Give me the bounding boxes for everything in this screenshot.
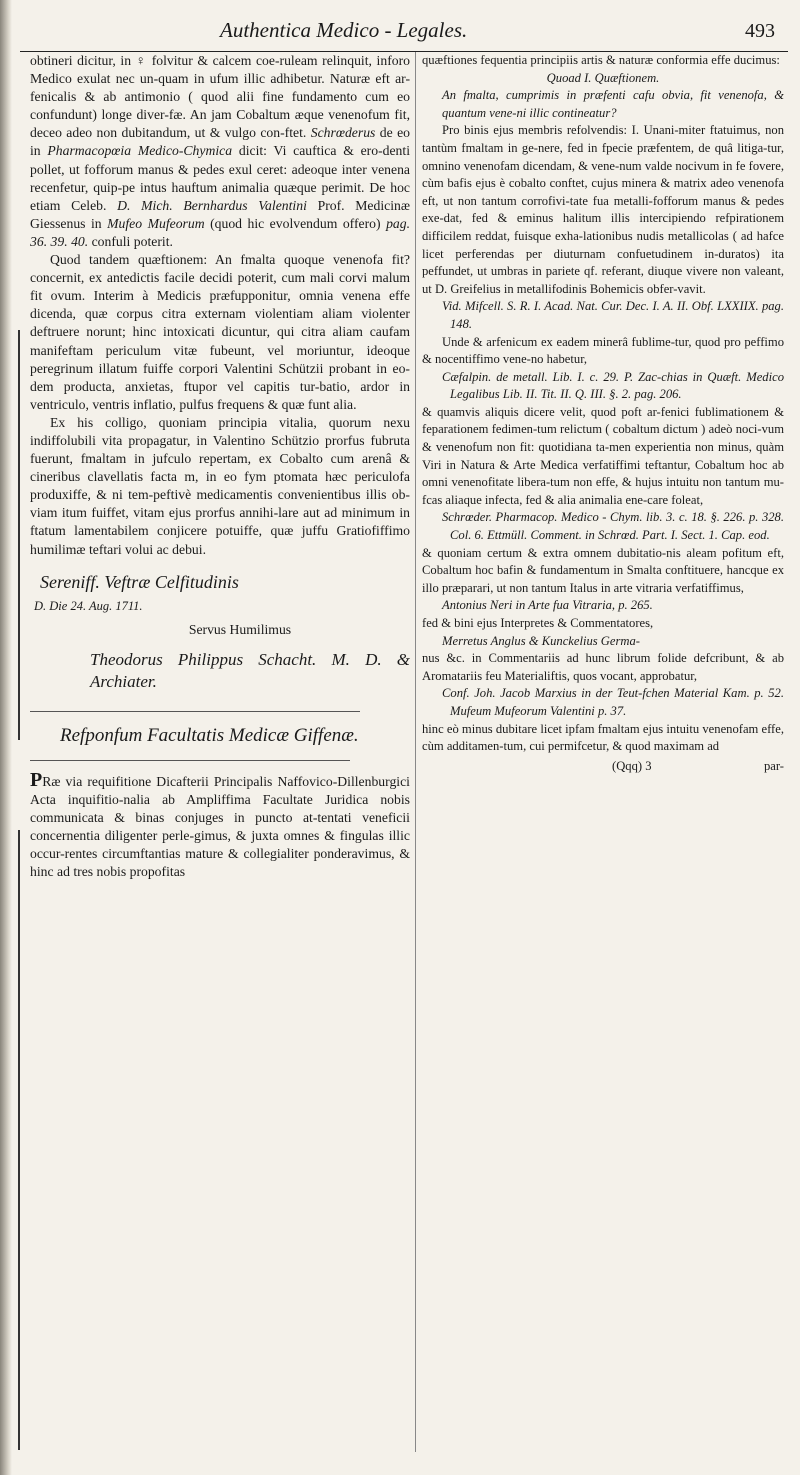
reference: Schrœder. Pharmacop. Medico - Chym. lib. 3. c. 18. §. 226. p. 328. Col. 6. Ettmüll. Comment. in Schrœd. Part. I. Sect. 1. Cap. eod. — [442, 510, 784, 543]
responsum-title: Refponfum Facultatis Medicæ Giffenæ. — [60, 724, 359, 746]
servus-line: Servus Humilimus — [188, 621, 292, 637]
right-column — [422, 52, 784, 775]
section-rule — [30, 760, 350, 761]
page-footer — [422, 758, 784, 776]
paragraph: nus &c. in Commentariis ad hunc librum folide defcribunt, & ab Aromatariis feu Materialiftis, quos vocant, approbatur, — [422, 651, 784, 683]
page-number: 493 — [745, 20, 775, 42]
left-column — [30, 52, 410, 881]
reference: Antonius Neri in Arte fua Vitraria, p. 265. — [442, 598, 653, 613]
paragraph: Quod tandem quæftionem: An fmalta quoque venenofa fit? concernit, ex antedictis facile decidi poterit, cum mali corvi malum fit ovum. Interim à Medicis præfupponitur, omnia venena effe dicenda, quæ corpus citra externam violentiam aliam violenter deftruere norunt; hinc intoxicati dicuntur, qui citra aliam caufam manifeftam periculum vitæ fubeunt, vel moriuntur, ideoque peregrinum illatum fuiffe corpori Valentini Schützii probant in eo-dem producta, anxietas, ftupor vel capitis tur-batio, ardor in ventriculo, ventris inflatio, pulfus frequens & quæ funt alia. — [30, 252, 410, 412]
page-gutter — [0, 0, 12, 1475]
reference: Conf. Joh. Jacob Marxius in der Teut-fchen Material Kam. p. 52. Mufeum Mufeorum Valentini p. 37. — [442, 686, 784, 718]
section-rule — [30, 711, 360, 712]
paragraph: & quamvis aliquis dicere velit, quod poft ar-fenici fublimationem & feparationem fedimen-tum relictum ( cobaltum dictum ) adeò noci-vum & venenofum non fit: quotidiana ta-men experientia non minus, quàm Viri in Natura & Arte Medica verfatiffimi teftantur, Cobaltum hoc ab omni venenofitate libera-tum non effe, & hujus intuitu non tantum mu-fcas aliaque infecta, fed & alia animalia ene-care foleat, — [422, 404, 784, 507]
catchword: par- — [763, 758, 784, 773]
paragraph: fed & bini ejus Interpretes & Commentatores, — [422, 616, 654, 630]
paragraph: Ex his colligo, quoniam principia vitalia, quorum nexu indiffolubili vita propagatur, in Valentino Schützio prorfus fubruta fuerunt, fmaltam in jufculo repertam, ex Cobalto cum arenâ & cineribus clavellatis facta m, in eo fym ptomata hæc periculofa produxiffe, & ni tem-peftivè medicamentis convenientibus illis ob-viam itum fuiffet, vitam ejus prorfus annihi-lare aut ad minimum in ftatum lamentabilem conjicere potuiffe, quæ juffu Gratiofiffimo humilimæ teftari volui ac debui. — [30, 414, 410, 557]
signatory: Theodorus Philippus Schacht. M. D. & Archiater. — [90, 649, 410, 691]
question-text: An fmalta, cumprimis in præfenti cafu obvia, fit venenofa, & quantum vene-ni illic contineatur? — [442, 88, 784, 120]
paragraph: & quoniam certum & extra omnem dubitatio-nis aleam pofitum eft, Cobaltum hoc bafin & fundamentum in Smalta conftituere, hancque ex illo præparari, ut non tantum Italus in arte vitraria verfatiffimus, — [422, 545, 784, 595]
paragraph: hinc eò minus dubitare licet ipfam fmaltam ejus intuitu venenofam effe, cùm additamen-tum, cui permifcetur, & quod maximam ad — [422, 721, 784, 754]
paragraph: obtineri dicitur, in ♀ folvitur & calcem coe-ruleam relinquit, inforo Medico exulat nec un-quam in ufum illic adhibetur. Naturæ eft ar-fenicalis & ab antimonio ( quod alii fine fundamento cum eo confundunt) longe diver-fæ. An jam Cobaltum æque venenofum fit, deceo adeo non dubitandum, ut & vulgo con-ftet. Schrœderus de eo in Pharmacopœia Medico-Chymica dicit: Vi cauftica & ero-denti pollet, ut fofforum manus & pedes exul ceret: adeoque inter venena recenfetur, quip-pe intus hauftum animalia quæque perimit. De hoc etiam Celeb. D. Mich. Bernhardus Valentini Prof. Medicinæ Giessenus in Mufeo Mufeorum (quod hic evolvendum offero) pag. 36. 39. 40. confuli poterit. — [30, 53, 411, 249]
signature-mark: (Qqq) 3 — [612, 758, 652, 773]
column-divider — [415, 52, 416, 1452]
reference: Merretus Anglus & Kunckelius Germa- — [442, 633, 640, 648]
page-header — [0, 10, 800, 50]
paragraph: quæftiones fequentia principiis artis & naturæ conformia effe ducimus: — [422, 53, 780, 67]
paragraph: Unde & arfenicum ex eadem minerâ fublime-tur, quod pro peffimo & nocentiffimo vene-no habetur, — [422, 334, 784, 367]
reference: Vid. Mifcell. S. R. I. Acad. Nat. Cur. Dec. I. A. II. Obf. LXXIIX. pag. 148. — [442, 299, 784, 331]
paragraph: Pro binis ejus membris refolvendis: I. Unani-miter ftatuimus, non tantùm fmaltam in ge-nere, fed in fpecie præfentem, de quâ litiga-tur, omnino venenofam dicendam, & vene-num valde nocivum in fe fovere, cùm bafis ejus è cobalto conftet, cujus minera & matrix adeo venenofa eft, ut non tantum corrofivi-tate fua metalli-fofforum manus & pedes exe-dat, fed & eminus halitum illis intercipiendo refpirationem difficilem reddat, fuisque exha-lationibus nudis metallicolas ( ad hafce licet perferendas per diuturnam confuetudinem in-duratos) ita peffundet, ut umbras in pariete qf. referant, diuque vivere non valeant, ut D. Greifelius in metallifodinis Bohemicis obfer-vavit. — [422, 123, 784, 296]
question-label: Quoad I. Quæftionem. — [546, 70, 660, 85]
drop-cap: P — [30, 768, 43, 791]
margin-bar — [18, 830, 20, 1450]
signoff-heading: Sereniff. Veftræ Celfitudinis — [40, 571, 239, 592]
running-title: Authentica Medico - Legales. — [220, 18, 468, 42]
responsum-paragraph: PRæ via requifitione Dicafterii Principalis Naffovico-Dillenburgici Acta inquifitio-nalia ab Ampliffima Facultate Juridica nobis communicata & binas conjuges in puncto at-tentati veneficii concernentia diligenter perle-gimus, & juxta omnes & fingulas illic occur-rentes circumftantias mature & collegialiter ponderavimus, & hinc ad tres nobis propofitas — [30, 768, 410, 880]
margin-bar — [18, 330, 20, 740]
letter-date: D. Die 24. Aug. 1711. — [34, 598, 143, 613]
reference: Cæfalpin. de metall. Lib. I. c. 29. P. Zac-chias in Quæft. Medico Legalibus Lib. II. Tit. II. Q. III. §. 2. pag. 206. — [442, 369, 784, 402]
